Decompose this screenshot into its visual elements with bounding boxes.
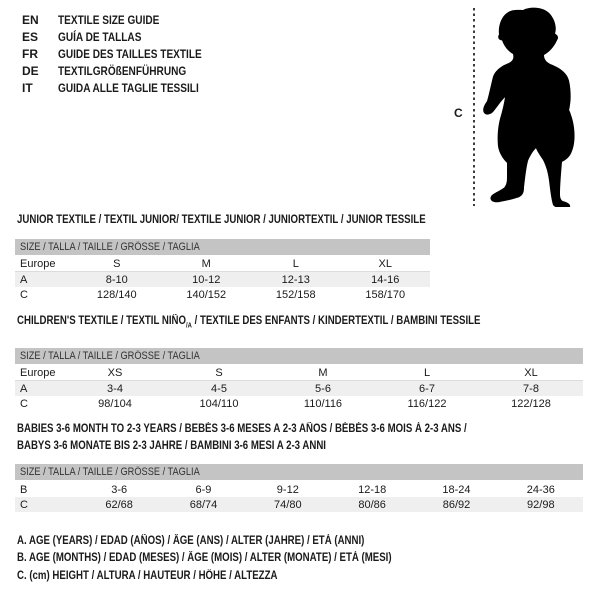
table-cell: 5-6 bbox=[315, 382, 331, 395]
row-label: A bbox=[20, 273, 28, 286]
language-row-en bbox=[22, 11, 229, 28]
language-code: ES bbox=[22, 29, 39, 44]
table-row-europe bbox=[15, 257, 430, 272]
table-cell: 14-16 bbox=[371, 273, 400, 286]
legend-line-b bbox=[17, 550, 463, 568]
legend-line-a bbox=[17, 532, 463, 550]
table-cell: XS bbox=[107, 367, 123, 379]
language-code: IT bbox=[22, 80, 33, 95]
table-row-months bbox=[15, 482, 583, 497]
table-cell: 10-12 bbox=[192, 273, 221, 286]
junior-section-title bbox=[17, 214, 503, 226]
language-code: DE bbox=[22, 63, 39, 78]
language-row-de bbox=[22, 62, 229, 79]
table-cell: 140/152 bbox=[186, 288, 227, 301]
table-cell: 4-5 bbox=[211, 382, 227, 395]
table-cell: 80/86 bbox=[358, 498, 386, 511]
table-row-height bbox=[15, 396, 583, 411]
row-label: Europe bbox=[20, 367, 56, 379]
table-cell: 158/170 bbox=[365, 288, 406, 301]
table-cell: 62/68 bbox=[105, 498, 133, 511]
table-cell: 116/122 bbox=[407, 397, 447, 410]
language-title: TEXTILE SIZE GUIDE bbox=[58, 12, 160, 27]
language-title: TEXTILGRÖßENFÜHRUNG bbox=[58, 63, 187, 78]
table-cell: 68/74 bbox=[189, 498, 218, 511]
table-cell: 3-4 bbox=[107, 382, 123, 395]
size-header-text: SIZE / TALLA / TAILLE / GRÖSSE / TAGLIA bbox=[20, 350, 200, 362]
title-subscript: /A bbox=[186, 322, 192, 330]
title-prefix: CHILDREN'S TEXTILE / TEXTIL NIÑO bbox=[17, 315, 187, 327]
height-measure-dotted-line bbox=[473, 8, 475, 206]
children-section-title-text bbox=[17, 315, 480, 329]
table-cell: XL bbox=[524, 367, 538, 379]
size-header-bar bbox=[15, 239, 430, 255]
row-label: B bbox=[20, 483, 28, 496]
language-code: FR bbox=[22, 46, 38, 61]
language-code: EN bbox=[22, 12, 39, 27]
row-label: A bbox=[20, 382, 28, 395]
table-cell: L bbox=[292, 258, 299, 270]
language-title: GUIDA ALLE TAGLIE TESSILI bbox=[58, 80, 199, 95]
junior-section-title-text: JUNIOR TEXTILE / TEXTIL JUNIOR/ TEXTILE JUNIOR / JUNIORTEXTIL / JUNIOR TESSILE bbox=[17, 214, 426, 226]
table-cell: M bbox=[318, 367, 328, 379]
row-label: C bbox=[20, 397, 28, 410]
table-cell: 152/158 bbox=[275, 288, 316, 301]
table-row-europe bbox=[15, 366, 583, 381]
junior-size-table bbox=[15, 239, 430, 302]
table-cell: 12-18 bbox=[358, 483, 387, 496]
language-title: GUIDE DES TAILLES TEXTILE bbox=[58, 46, 202, 61]
legend-line-a-text: A. AGE (YEARS) / EDAD (AÑOS) / ÂGE (ANS) / ALTER (JAHRE) / ETÀ (ANNI) bbox=[17, 534, 365, 547]
size-header-bar bbox=[15, 464, 583, 480]
legend-line-c-text: C. (cm) HEIGHT / ALTURA / HAUTEUR / HÖHE / ALTEZZA bbox=[17, 569, 278, 582]
table-cell: 92/98 bbox=[527, 498, 555, 511]
legend bbox=[17, 532, 463, 585]
table-cell: 122/128 bbox=[511, 397, 551, 410]
table-cell: L bbox=[423, 367, 431, 379]
table-cell: 110/116 bbox=[303, 397, 343, 410]
row-label: Europe bbox=[20, 258, 56, 270]
babies-title-line2-text: BABYS 3-6 MONATE BIS 2-3 JAHRE / BAMBINI 3-6 MESI A 2-3 ANNI bbox=[17, 440, 326, 452]
size-header-text: SIZE / TALLA / TAILLE / GRÖSSE / TAGLIA bbox=[20, 241, 200, 253]
language-title: GUÍA DE TALLAS bbox=[58, 29, 142, 44]
table-cell: XL bbox=[378, 258, 392, 270]
table-cell: S bbox=[113, 258, 121, 270]
size-header-bar bbox=[15, 348, 583, 364]
language-row-es bbox=[22, 28, 229, 45]
legend-line-c bbox=[17, 567, 463, 585]
babies-size-table bbox=[15, 464, 583, 512]
table-cell: M bbox=[201, 258, 211, 270]
table-cell: 98/104 bbox=[98, 397, 132, 410]
size-header-text: SIZE / TALLA / TAILLE / GRÖSSE / TAGLIA bbox=[20, 466, 200, 478]
table-cell: 74/80 bbox=[274, 498, 302, 511]
table-cell: 86/92 bbox=[442, 498, 471, 511]
table-cell: 18-24 bbox=[442, 483, 471, 496]
children-section-title bbox=[17, 315, 569, 329]
table-cell: 9-12 bbox=[276, 483, 299, 496]
toddler-silhouette bbox=[479, 7, 597, 207]
table-row-height bbox=[15, 497, 583, 512]
language-row-fr bbox=[22, 45, 229, 62]
table-cell: 24-36 bbox=[526, 483, 555, 496]
row-label: C bbox=[20, 288, 28, 301]
babies-section-title-line2 bbox=[17, 440, 385, 452]
table-row-height bbox=[15, 287, 430, 302]
legend-line-b-text: B. AGE (MONTHS) / EDAD (MESES) / ÂGE (MOIS) / ALTER (MONATE) / ETÀ (MESI) bbox=[17, 552, 392, 565]
babies-section-title-line1 bbox=[17, 423, 552, 435]
table-row-age bbox=[15, 381, 583, 396]
table-cell: 12-13 bbox=[281, 273, 310, 286]
table-cell: 128/140 bbox=[96, 288, 137, 301]
language-row-it bbox=[22, 79, 229, 96]
table-cell: 104/110 bbox=[199, 397, 239, 410]
table-cell: 6-9 bbox=[195, 483, 212, 496]
language-list bbox=[22, 11, 229, 96]
table-cell: S bbox=[215, 367, 223, 379]
table-cell: 3-6 bbox=[111, 483, 128, 496]
height-measure-label: C bbox=[454, 106, 463, 120]
table-cell: 8-10 bbox=[105, 273, 128, 286]
babies-title-line1-text: BABIES 3-6 MONTH TO 2-3 YEARS / BEBÉS 3-6 MESES A 2-3 AÑOS / BÉBÉS 3-6 MOIS À 2-3 ANS / bbox=[17, 423, 467, 435]
table-row-age bbox=[15, 272, 430, 287]
children-size-table bbox=[15, 348, 583, 411]
table-cell: 6-7 bbox=[419, 382, 435, 395]
row-label: C bbox=[20, 498, 28, 511]
title-suffix: / TEXTILE DES ENFANTS / KINDERTEXTIL / BAMBINI TESSILE bbox=[191, 315, 481, 327]
table-cell: 7-8 bbox=[523, 382, 539, 395]
